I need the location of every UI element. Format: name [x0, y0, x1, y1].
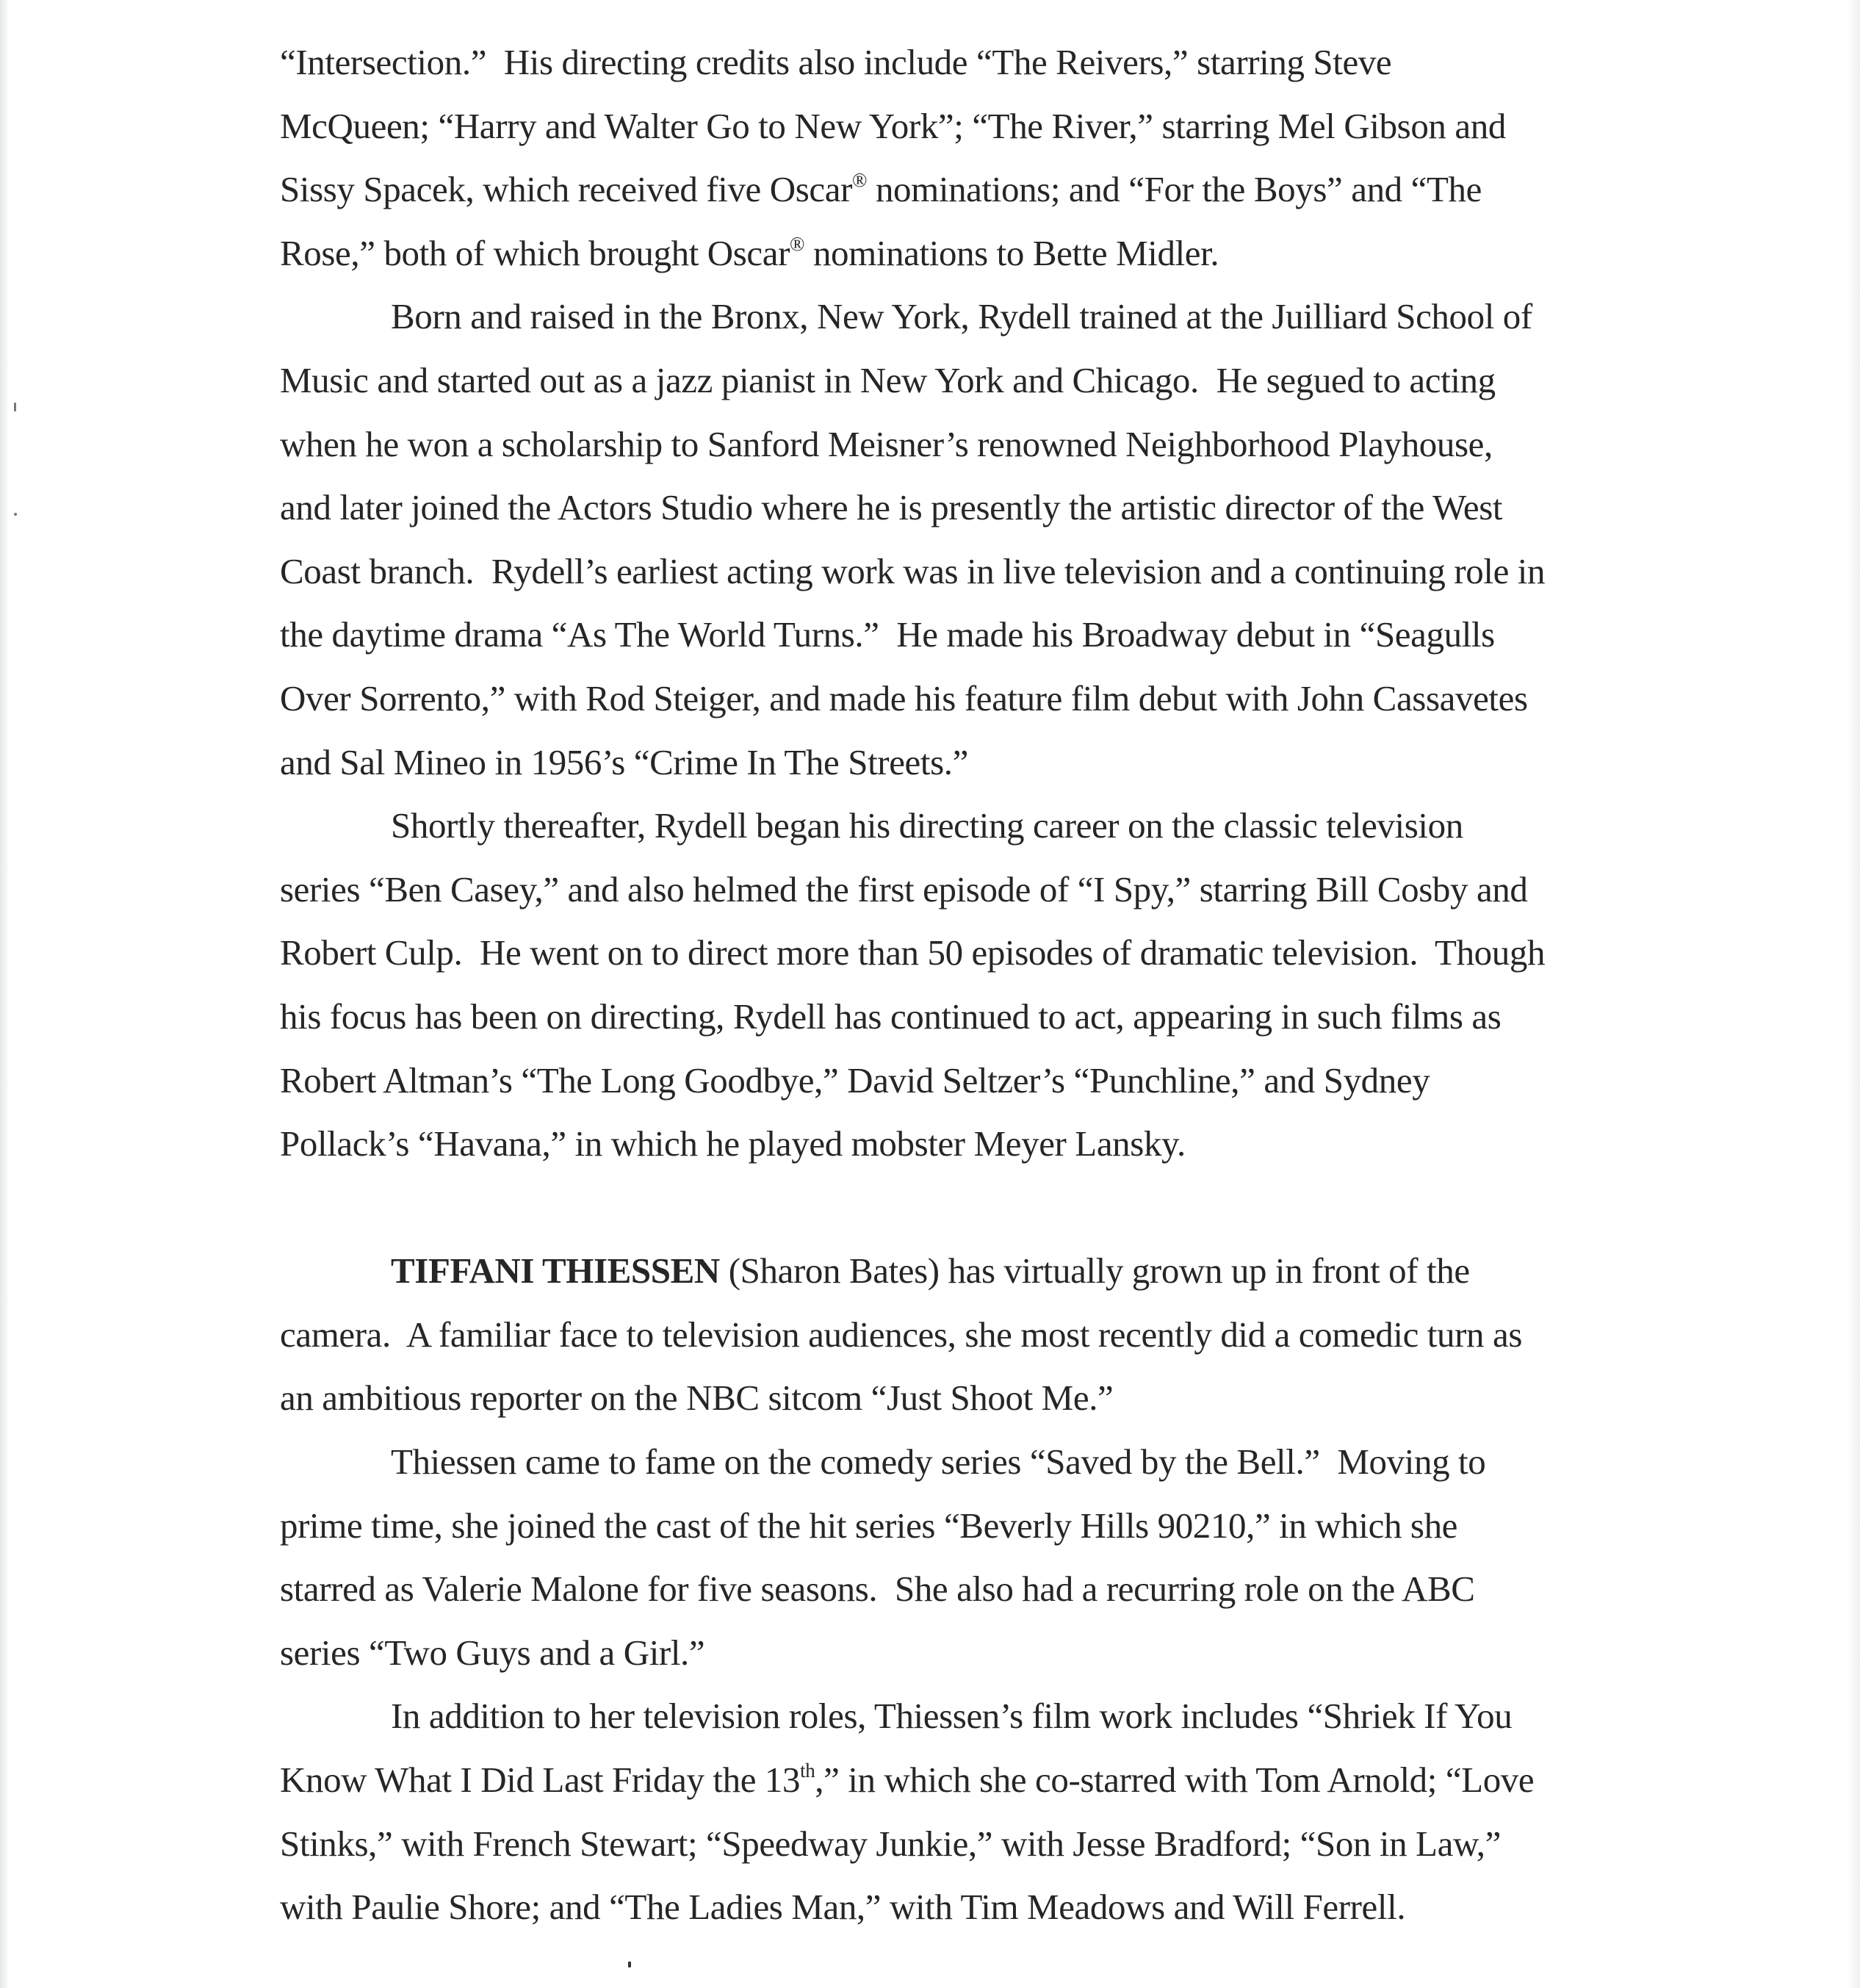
text-run: In addition to her television roles, Thiessen’s film work includes “Shriek If You	[391, 1696, 1513, 1737]
text-line	[280, 1366, 1624, 1430]
text-line	[280, 413, 1624, 477]
text-line	[280, 349, 1624, 413]
paragraph-thiessen-film	[280, 1685, 1624, 1939]
text-run: series “Ben Casey,” and also helmed the first episode of “I Spy,” starring Bill Cosby and	[280, 868, 1528, 910]
text-line	[280, 1812, 1624, 1876]
paragraph-gap	[280, 1176, 1624, 1240]
text-line	[280, 1239, 1624, 1303]
scan-edge-right	[1847, 0, 1860, 1988]
text-run: Robert Altman’s “The Long Goodbye,” David Seltzer’s “Punchline,” and Sydney	[280, 1059, 1430, 1101]
text-line	[280, 222, 1624, 286]
text-run: ,” in which she co-starred with Tom Arnold; “Love	[815, 1760, 1535, 1801]
text-line	[280, 1430, 1624, 1494]
text-run: an ambitious reporter on the NBC sitcom “Just Shoot Me.”	[280, 1377, 1114, 1419]
text-line	[280, 1748, 1624, 1812]
text-line	[280, 1557, 1624, 1621]
text-line	[280, 1685, 1624, 1748]
text-line	[280, 540, 1624, 604]
superscript: ®	[790, 232, 805, 255]
text-run: nominations; and “For the Boys” and “The	[867, 169, 1482, 210]
text-line	[280, 921, 1624, 985]
scan-speck	[14, 403, 16, 411]
text-run: and Sal Mineo in 1956’s “Crime In The Streets.”	[280, 741, 968, 782]
text-line	[280, 1112, 1624, 1176]
text-run: Born and raised in the Bronx, New York, Rydell trained at the Juilliard School of	[391, 296, 1532, 337]
text-run: Coast branch. Rydell’s earliest acting work was in live television and a continuing role in	[280, 550, 1546, 591]
text-line	[280, 476, 1624, 540]
text-run: starred as Valerie Malone for five seasons. She also had a recurring role on the ABC	[280, 1569, 1475, 1610]
text-run: nominations to Bette Midler.	[804, 232, 1219, 273]
text-run: his focus has been on directing, Rydell has continued to act, appearing in such films as	[280, 995, 1502, 1037]
text-run: Music and started out as a jazz pianist in New York and Chicago. He segued to acting	[280, 359, 1496, 400]
text-run: McQueen; “Harry and Walter Go to New York”; “The River,” starring Mel Gibson and	[280, 105, 1506, 146]
text-run: camera. A familiar face to television audiences, she most recently did a comedic turn as	[280, 1314, 1523, 1355]
text-line	[280, 158, 1624, 222]
text-line	[280, 858, 1624, 922]
text-run: Sissy Spacek, which received five Oscar	[280, 169, 853, 210]
text-run: “Intersection.” His directing credits also include “The Reivers,” starring Steve	[280, 42, 1392, 82]
text-line	[280, 1303, 1624, 1367]
text-run: Over Sorrento,” with Rod Steiger, and made his feature film debut with John Cassavetes	[280, 677, 1528, 719]
text-run: Thiessen came to fame on the comedy series “Saved by the Bell.” Moving to	[391, 1441, 1486, 1483]
text-run: Stinks,” with French Stewart; “Speedway Junkie,” with Jesse Bradford; “Son in Law,”	[280, 1823, 1501, 1864]
text-line	[280, 1049, 1624, 1113]
text-line	[280, 1494, 1624, 1558]
text-line	[280, 731, 1624, 795]
scan-edge-left	[0, 0, 7, 1988]
text-run: and later joined the Actors Studio where he is presently the artistic director of the West	[280, 487, 1503, 528]
text-run: series “Two Guys and a Girl.”	[280, 1632, 705, 1673]
text-run: Rose,” both of which brought Oscar	[280, 232, 790, 273]
text-run: Shortly thereafter, Rydell began his directing career on the classic television	[391, 805, 1463, 846]
superscript: th	[800, 1759, 815, 1782]
text-run: Robert Culp. He went on to direct more than 50 episodes of dramatic television. Though	[280, 932, 1546, 973]
text-line	[280, 1621, 1624, 1685]
text-run: the daytime drama “As The World Turns.” He made his Broadway debut in “Seagulls	[280, 614, 1495, 655]
text-run: prime time, she joined the cast of the hit series “Beverly Hills 90210,” in which she	[280, 1505, 1458, 1546]
paragraph-rydell-early-life	[280, 285, 1624, 794]
text-run: Know What I Did Last Friday the 13	[280, 1760, 801, 1801]
person-name: TIFFANI THIESSEN	[391, 1250, 720, 1292]
text-run: Pollack’s “Havana,” in which he played mobster Meyer Lansky.	[280, 1123, 1186, 1164]
text-run: with Paulie Shore; and “The Ladies Man,” with Tim Meadows and Will Ferrell.	[280, 1887, 1406, 1928]
text-run: when he won a scholarship to Sanford Meisner’s renowned Neighborhood Playhouse,	[280, 423, 1493, 464]
text-line	[280, 794, 1624, 858]
text-line	[280, 603, 1624, 667]
text-line	[280, 667, 1624, 731]
text-run: (Sharon Bates) has virtually grown up in front of the	[719, 1250, 1470, 1292]
text-line	[280, 31, 1624, 95]
scan-speck	[14, 513, 17, 516]
superscript: ®	[852, 168, 868, 191]
scan-speck	[628, 1962, 631, 1967]
paragraph-thiessen-intro	[280, 1239, 1624, 1430]
text-line	[280, 1876, 1624, 1940]
document-page	[280, 31, 1624, 1940]
paragraph-rydell-directing	[280, 794, 1624, 1176]
text-line	[280, 285, 1624, 349]
paragraph-rydell-credits-end	[280, 31, 1624, 285]
text-line	[280, 985, 1624, 1049]
text-line	[280, 95, 1624, 159]
paragraph-thiessen-tv	[280, 1430, 1624, 1685]
